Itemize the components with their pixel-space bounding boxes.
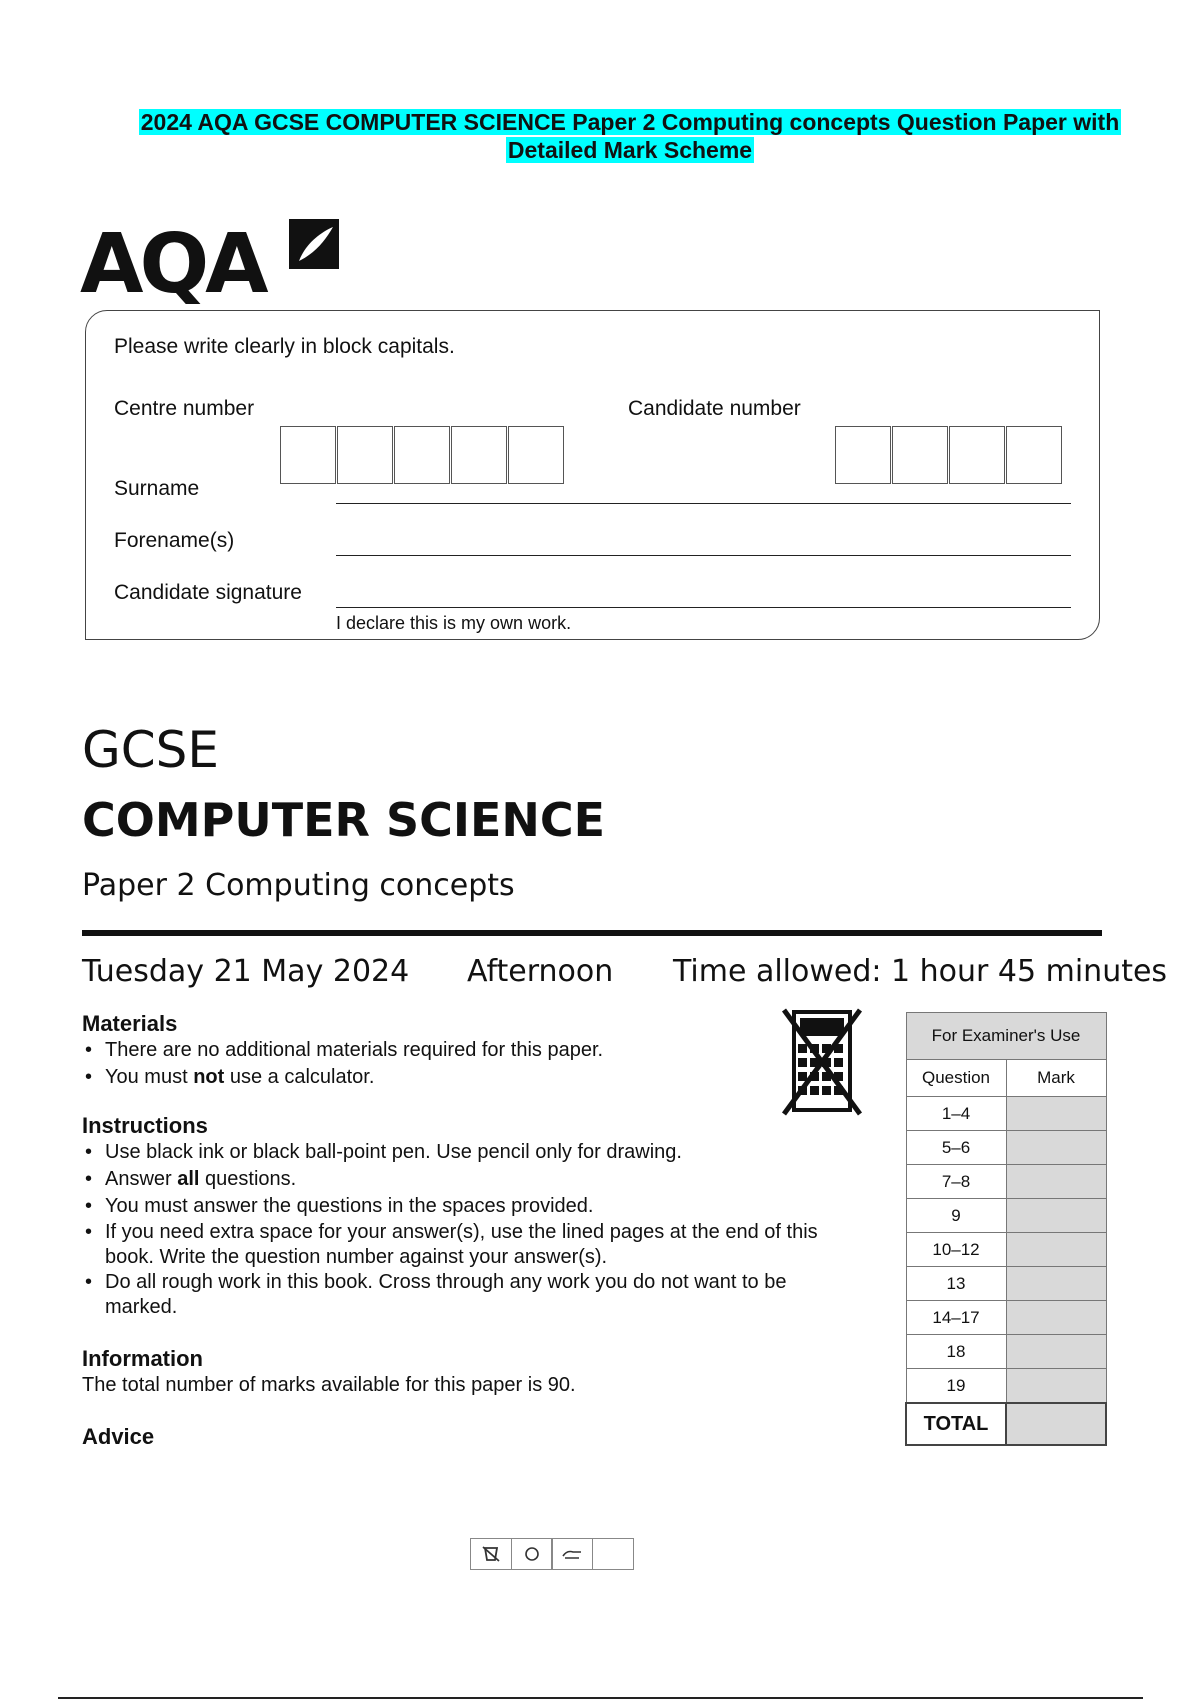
table-row [906,1335,1106,1369]
block-capitals-instruction: Please write clearly in block capitals. [114,335,455,358]
list-item [82,1220,872,1270]
list-item [82,1270,805,1320]
subject-title: COMPUTER SCIENCE [82,793,606,847]
instructions-item-4: If you need extra space for your answer(s), use the lined pages at the end of this book. Write the question number against your answer(s). [105,1221,818,1268]
centre-number-digit[interactable] [337,426,393,484]
question-range: 9 [906,1199,1006,1233]
list-item [82,1037,782,1064]
total-label: TOTAL [906,1403,1006,1445]
centre-number-digit[interactable] [394,426,450,484]
mark-cell [1006,1233,1106,1267]
paper-title: Paper 2 Computing concepts [82,868,515,903]
circle-icon [511,1538,553,1570]
question-range: 19 [906,1369,1006,1404]
list-item [82,1064,782,1091]
information-text: The total number of marks available for this paper is 90. [82,1374,576,1396]
examiner-col-mark: Mark [1006,1060,1106,1097]
mark-cell [1006,1165,1106,1199]
question-range: 5–6 [906,1131,1006,1165]
instructions-list [82,1139,872,1320]
signature-line[interactable] [336,607,1071,608]
centre-number-digit[interactable] [280,426,336,484]
time-allowed: Time allowed: 1 hour 45 minutes [673,954,1168,989]
heading-divider [82,930,1102,936]
aqa-logo [80,212,350,312]
forenames-label: Forename(s) [114,529,235,552]
question-range: 14–17 [906,1301,1006,1335]
document-title-line2: Detailed Mark Scheme [507,137,753,163]
question-range: 1–4 [906,1097,1006,1131]
no-bin-icon [470,1538,512,1570]
candidate-number-boxes[interactable] [835,426,1063,484]
table-row [906,1301,1106,1335]
document-title-line1: 2024 AQA GCSE COMPUTER SCIENCE Paper 2 Computing concepts Question Paper with [140,109,1120,135]
instructions-item-3: You must answer the questions in the spaces provided. [105,1195,594,1217]
aqa-logo-text: AQA [80,217,265,312]
instructions-item-2-post: questions. [199,1168,297,1190]
document-title [80,108,1180,164]
examiner-use-table [905,1012,1107,1446]
instructions-heading: Instructions [82,1113,208,1138]
candidate-details-box [85,310,1100,640]
aqa-logo-mark-icon [285,215,343,273]
empty-symbol-cell [592,1538,634,1570]
total-row [906,1403,1106,1445]
table-row [906,1165,1106,1199]
no-calculator-icon [780,1006,864,1116]
exam-session: Afternoon [467,954,614,989]
total-mark-cell [1006,1403,1106,1445]
instructions-item-2-pre: Answer [105,1168,178,1190]
centre-number-label: Centre number [114,397,255,420]
examiner-col-question: Question [906,1060,1006,1097]
mark-cell [1006,1199,1106,1233]
question-range: 7–8 [906,1165,1006,1199]
instructions-item-1: Use black ink or black ball-point pen. Use pencil only for drawing. [105,1141,682,1163]
materials-item-1: There are no additional materials required for this paper. [105,1039,604,1061]
exam-date: Tuesday 21 May 2024 [82,954,410,989]
qualification-level: GCSE [82,721,219,779]
surname-line[interactable] [336,503,1071,504]
table-row [906,1233,1106,1267]
candidate-number-digit[interactable] [1006,426,1062,484]
materials-item-2-pre: You must [105,1066,194,1088]
candidate-number-digit[interactable] [949,426,1005,484]
question-range: 10–12 [906,1233,1006,1267]
mark-cell [1006,1097,1106,1131]
centre-number-digit[interactable] [508,426,564,484]
table-row [906,1267,1106,1301]
mark-cell [1006,1335,1106,1369]
question-range: 13 [906,1267,1006,1301]
mark-cell [1006,1301,1106,1335]
table-row [906,1131,1106,1165]
mark-cell [1006,1131,1106,1165]
footer-divider [58,1697,1143,1699]
list-item [82,1139,872,1166]
hand-icon [551,1538,593,1570]
materials-list [82,1037,782,1091]
recycling-symbols [470,1538,632,1570]
materials-heading: Materials [82,1011,178,1036]
examiner-table-title: For Examiner's Use [906,1013,1106,1060]
mark-cell [1006,1267,1106,1301]
centre-number-boxes[interactable] [280,426,565,484]
question-range: 18 [906,1335,1006,1369]
advice-heading: Advice [82,1424,155,1449]
candidate-number-label: Candidate number [628,397,801,420]
materials-item-2-bold: not [193,1066,225,1088]
candidate-number-digit[interactable] [835,426,891,484]
declaration-text: I declare this is my own work. [336,613,572,633]
instructions-item-2-bold: all [177,1168,200,1190]
signature-label: Candidate signature [114,581,302,604]
forenames-line[interactable] [336,555,1071,556]
table-row [906,1369,1106,1404]
centre-number-digit[interactable] [451,426,507,484]
materials-item-2-post: use a calculator. [224,1066,375,1088]
list-item [82,1166,872,1193]
table-row [906,1097,1106,1131]
information-heading: Information [82,1346,203,1371]
surname-label: Surname [114,477,200,500]
candidate-number-digit[interactable] [892,426,948,484]
instructions-item-5: Do all rough work in this book. Cross through any work you do not want to be marked. [105,1271,787,1318]
table-row [906,1199,1106,1233]
mark-cell [1006,1369,1106,1404]
list-item [82,1193,872,1220]
